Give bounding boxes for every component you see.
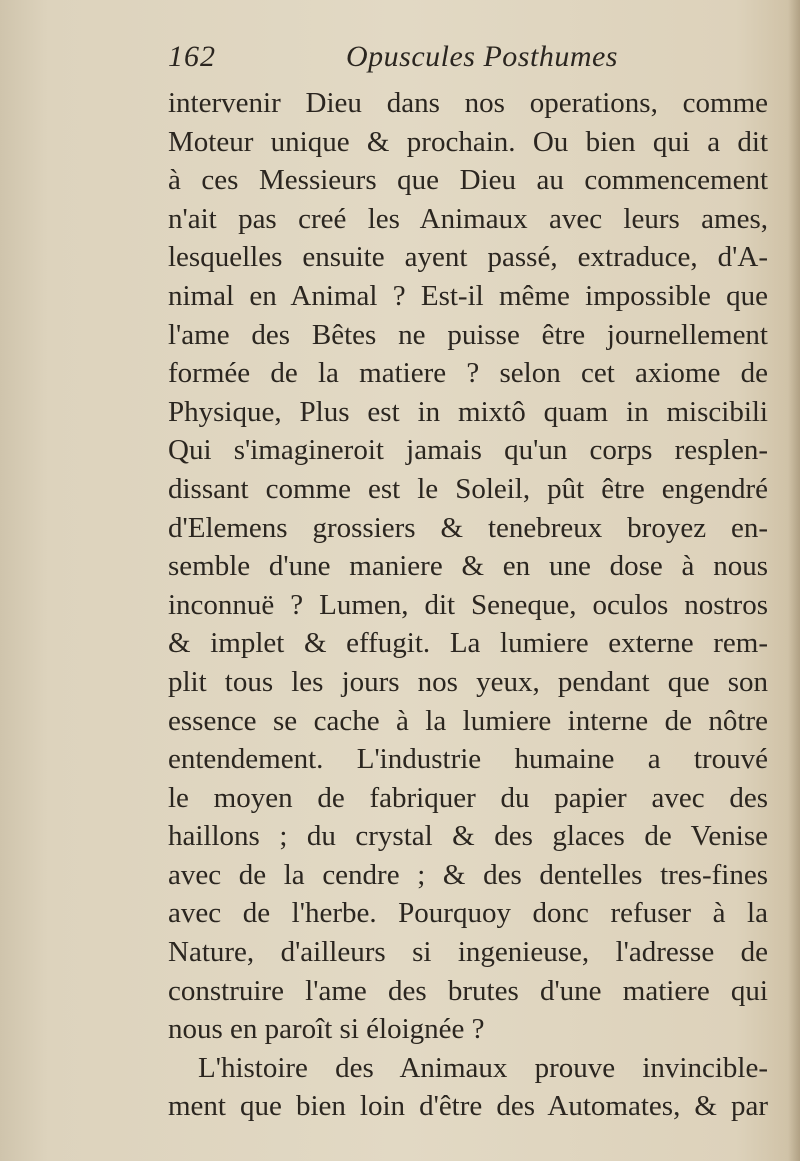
text-line: entendement. L'industrie humaine a trouvé (168, 743, 768, 776)
text-line: L'histoire des Animaux prouve invincible- (198, 1051, 768, 1084)
text-line: construire l'ame des brutes d'une matiere qui (168, 974, 768, 1007)
text-line: nous en paroît si éloignée ? (168, 1013, 485, 1046)
running-title: Opuscules Posthumes (346, 40, 618, 73)
text-line: Qui s'imagineroit jamais qu'un corps resplen- (168, 434, 768, 467)
text-line: inconnuë ? Lumen, dit Seneque, oculos nostros (168, 588, 768, 621)
page-edge-shadow (788, 0, 800, 1161)
text-line: nimal en Animal ? Est-il même impossible que (168, 279, 768, 312)
text-line: Nature, d'ailleurs si ingenieuse, l'adresse de (168, 936, 768, 969)
text-line: intervenir Dieu dans nos operations, comme (168, 87, 768, 119)
page-number: 162 (168, 40, 216, 73)
text-line: essence se cache à la lumiere interne de nôtre (168, 704, 768, 737)
text-line: plit tous les jours nos yeux, pendant que son (168, 665, 768, 698)
text-line: avec de l'herbe. Pourquoy donc refuser à la (168, 897, 768, 930)
text-line: haillons ; du crystal & des glaces de Venise (168, 820, 768, 853)
text-line: n'ait pas creé les Animaux avec leurs ames, (168, 202, 768, 235)
text-line: & implet & effugit. La lumiere externe rem- (168, 627, 768, 660)
text-line: formée de la matiere ? selon cet axiome de (168, 357, 768, 390)
text-line: lesquelles ensuite ayent passé, extraduce, d'A- (168, 241, 768, 274)
text-line: Moteur unique & prochain. Ou bien qui a dit (168, 125, 768, 158)
text-line: d'Elemens grossiers & tenebreux broyez en- (168, 511, 768, 544)
text-line: semble d'une maniere & en une dose à nous (168, 550, 768, 583)
running-header (168, 40, 768, 80)
text-line: avec de la cendre ; & des dentelles tres-fines (168, 858, 768, 891)
text-line: le moyen de fabriquer du papier avec des (168, 781, 768, 814)
text-line: Physique, Plus est in mixtô quam in miscibili (168, 395, 768, 428)
text-line: ment que bien loin d'être des Automates, & par (168, 1090, 768, 1123)
text-line: dissant comme est le Soleil, pût être engendré (168, 472, 768, 505)
text-line: l'ame des Bêtes ne puisse être journellement (168, 318, 768, 351)
body-text (168, 84, 768, 1126)
text-line: à ces Messieurs que Dieu au commencement (168, 164, 768, 197)
